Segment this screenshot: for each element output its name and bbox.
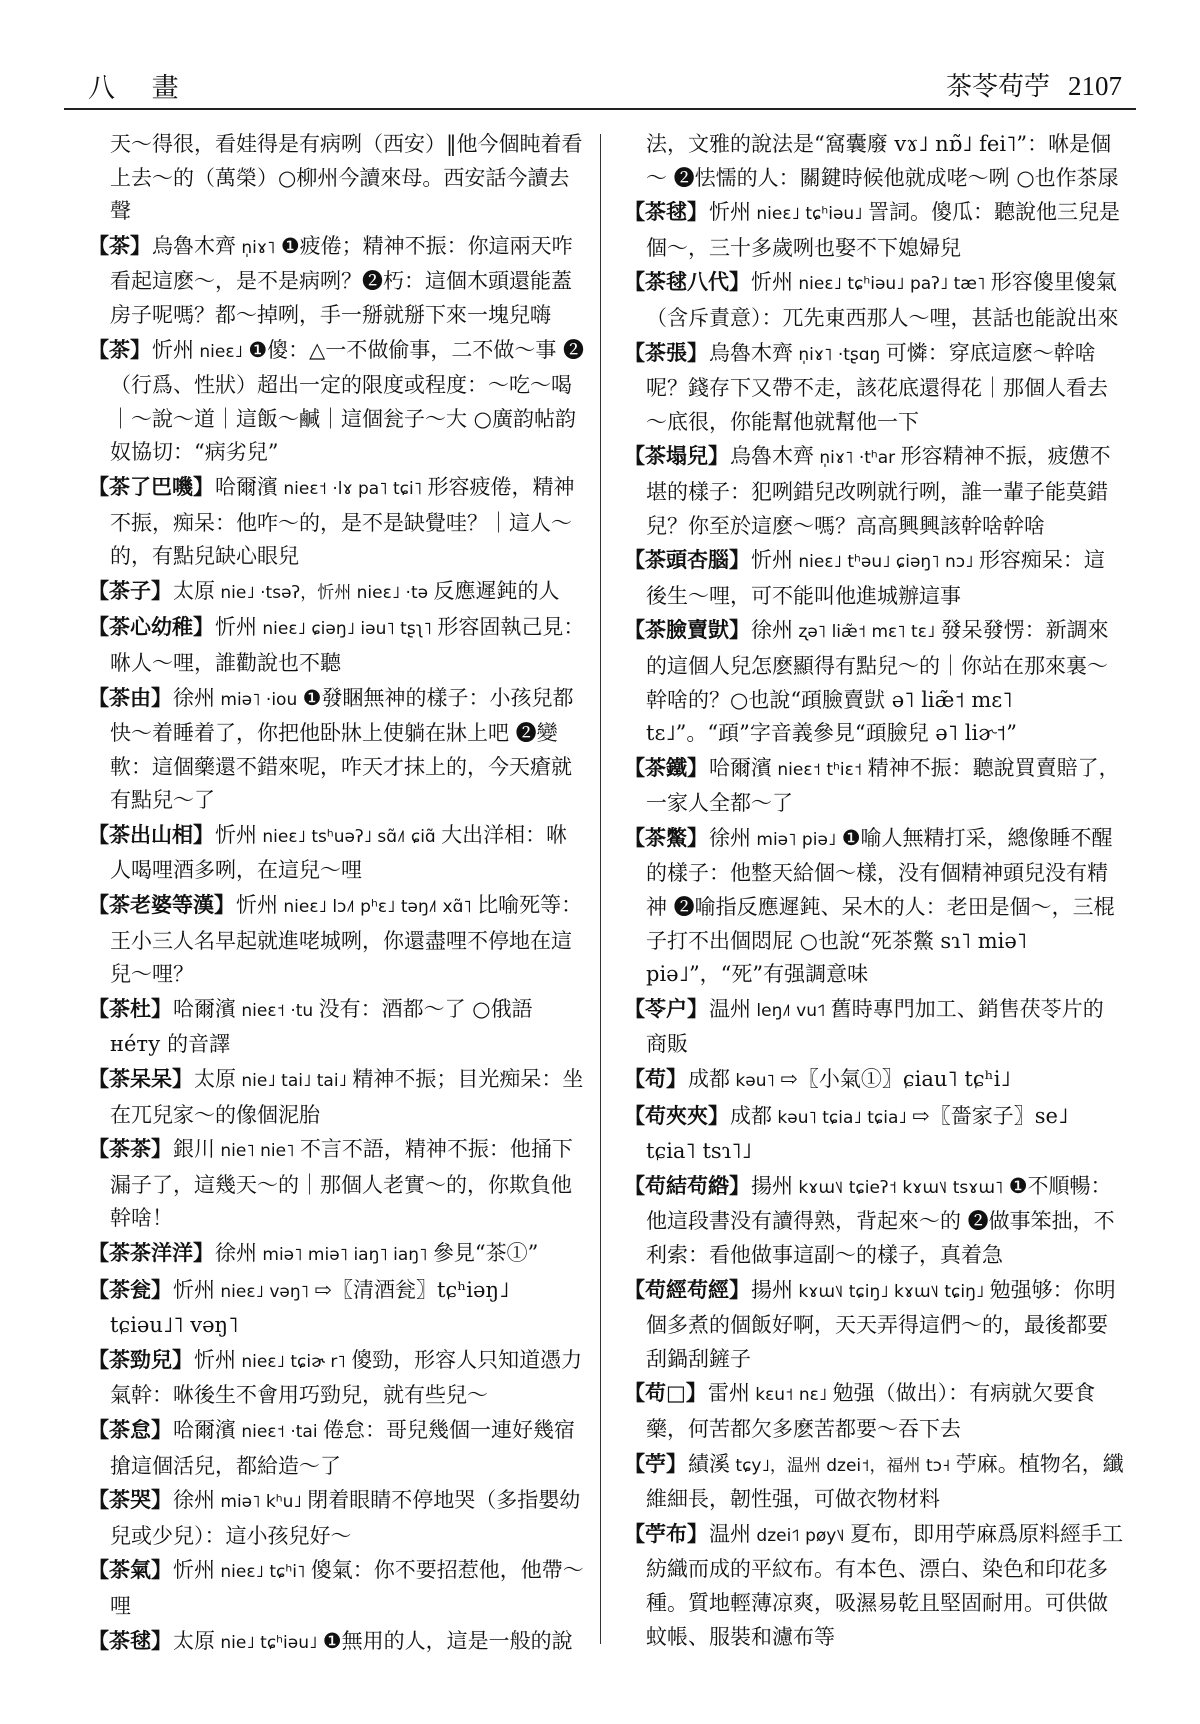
entry-location: 温州 xyxy=(709,996,751,1021)
entry-pronunciation: nieɛ˩ tɕʰiəu˩ xyxy=(751,204,868,225)
dictionary-entry xyxy=(624,821,1124,992)
entry-location: 徐州 xyxy=(173,685,215,710)
entry-location: 忻州 xyxy=(173,1277,215,1302)
entry-pronunciation: n̩iɤ˥ xyxy=(236,237,281,258)
entry-headword: 【茶毬】 xyxy=(624,199,708,225)
dictionary-entry xyxy=(624,751,1124,821)
dictionary-entry xyxy=(88,1483,588,1553)
entry-headword: 【茶鱉】 xyxy=(624,824,708,850)
entry-location: 徐州 xyxy=(751,618,793,643)
entry-pronunciation: kəu˥ xyxy=(730,1071,781,1092)
entry-pronunciation: dzei˦˥ pøy˥˩ xyxy=(751,1525,851,1546)
entry-headword: 【茶茶洋洋】 xyxy=(88,1240,214,1265)
entry-headword: 【茶杜】 xyxy=(88,995,172,1021)
entry-headword: 【茶臉賣獃】 xyxy=(624,617,750,643)
entry-headword: 【茶勁兒】 xyxy=(88,1346,193,1372)
dictionary-entry xyxy=(88,1624,588,1661)
entry-headword: 【茶頭杏腦】 xyxy=(624,547,750,573)
dictionary-entry xyxy=(88,574,588,611)
entry-location: 成都 xyxy=(730,1103,772,1128)
entry-definition: 傻勁，形容人只知道憑力氣幹：咻後生不會用巧勁兒，就有些兒～ xyxy=(110,1347,583,1408)
dictionary-entry xyxy=(624,1169,1124,1273)
entry-pronunciation: n̩iɤ˥ ·tʂɑŋ xyxy=(793,344,886,365)
entry-definition: ❶不順暢：他這段書没有讀得熟，背起來～的 ❷做事笨拙，不利索：看他做事這副～的樣子，真着急 xyxy=(646,1173,1115,1267)
dictionary-entry xyxy=(624,613,1124,750)
entry-pronunciation: nieɛ˦ ·tai xyxy=(236,1421,323,1442)
left-column xyxy=(88,128,588,1660)
dictionary-entry xyxy=(88,610,588,680)
right-column xyxy=(624,128,1124,1654)
entry-headword: 【茶氣】 xyxy=(88,1557,172,1583)
entry-pronunciation: nieɛ˩ tɕʰi˥ xyxy=(215,1562,311,1583)
entry-location: 烏魯木齊 xyxy=(152,233,236,258)
entry-location: 烏魯木齊 xyxy=(730,444,814,469)
entry-pronunciation: nie˩ tɕʰiəu˩ xyxy=(215,1632,323,1653)
entry-location: 温州 xyxy=(709,1521,751,1546)
entry-definition: ⇨〖嗇家子〗se˩ tɕia˥ tsɿ˥˩ xyxy=(646,1103,1069,1164)
entry-pronunciation: kɛu˦ nɛ˩ xyxy=(749,1385,833,1406)
entry-headword: 【茶毬】 xyxy=(88,1627,172,1653)
dictionary-entry xyxy=(88,1343,588,1413)
entry-pronunciation: n̩iɤ˥ ·tʰar xyxy=(814,448,901,469)
entry-pronunciation: nieɛ˩ vəŋ˥ xyxy=(215,1281,315,1302)
entry-headword: 【茶呆呆】 xyxy=(88,1066,193,1092)
entry-headword: 【茶心幼稚】 xyxy=(88,614,214,640)
entry-headword: 【苧】 xyxy=(624,1450,687,1476)
entry-definition: 不言不語，精神不振：他捅下漏子了，這幾天～的｜那個人老實～的，你欺負他幹啥！ xyxy=(110,1137,573,1231)
entry-location: 忻州 xyxy=(215,822,257,847)
entry-definition: 精神不振；目光痴呆：坐在兀兒家～的像個泥胎 xyxy=(110,1067,584,1127)
entry-location: 哈爾濱 xyxy=(709,755,772,780)
dictionary-entry xyxy=(88,1132,588,1236)
entry-definition: 可憐：穿底這麽～幹啥呢？錢存下又帶不走，該花底還得花｜那個人看去～底很，你能幫他就幫他一下 xyxy=(646,340,1108,434)
entry-pronunciation: nieɛ˩ ɕiəŋ˩ iəu˥ tʂʅ˥ xyxy=(257,619,438,640)
entry-headword: 【茶塌兒】 xyxy=(624,443,729,469)
entry-headword: 【苧布】 xyxy=(624,1520,708,1546)
entry-location: 哈爾濱 xyxy=(173,1417,236,1442)
dictionary-entry xyxy=(624,265,1124,335)
entry-headword: 【茶出山相】 xyxy=(88,821,214,847)
entry-headword: 【茶瓮】 xyxy=(88,1276,172,1302)
entry-definition: 大出洋相：咻人喝哩酒多咧，在這兒～哩 xyxy=(110,822,568,883)
dictionary-entry xyxy=(624,1517,1124,1654)
entry-location: 銀川 xyxy=(173,1137,215,1162)
dictionary-entry xyxy=(624,543,1124,613)
dictionary-entry xyxy=(88,1062,588,1132)
entry-definition: 倦怠：哥兒幾個一連好幾宿搶這個活兒，都給造～了 xyxy=(110,1417,575,1478)
entry-pronunciation: nieɛ˩ lɔ˩˥ pʰɛ˩ təŋ˩˥ xɑ̃˥ xyxy=(278,897,478,918)
dictionary-entry xyxy=(624,992,1124,1062)
entry-location: 忻州 xyxy=(215,615,257,640)
entry-location: 太原 xyxy=(173,1628,215,1653)
entry-pronunciation: miə˥ miə˥ iaŋ˥ iaŋ˥ xyxy=(257,1245,433,1265)
entry-headword: 【苟夾夾】 xyxy=(624,1102,729,1128)
entry-headword: 【苟】 xyxy=(624,1066,687,1092)
running-head xyxy=(946,66,1122,103)
running-head-chars: 茶苓苟苧 xyxy=(945,72,1050,102)
entry-definition: ❶無用的人，這是一般的說 xyxy=(322,1628,573,1653)
page-number: 2107 xyxy=(1068,71,1122,101)
entry-definition: 反應遲鈍的人 xyxy=(433,578,560,603)
entry-definition: 發呆發愣：新調來的這個人兒怎麽顯得有點兒～的｜你站在那來裏～幹啥的？○也說“頙臉賣獃 ə˥ liæ̃˦ mɛ˥ tɛ˩”。“頙”字音義參見“頙臉兒 ə˥ liɚ˦” xyxy=(646,618,1109,746)
entry-definition: 形容痴呆：這後生～哩，可不能叫他進城辦這事 xyxy=(646,548,1105,608)
entry-definition: 形容精神不振，疲憊不堪的樣子：犯咧錯兒改咧就行咧，誰一輩子能莫錯兒？你至於這麽～嗎？高高興興該幹啥幹啥 xyxy=(646,444,1111,538)
dictionary-entry xyxy=(624,195,1124,265)
entry-location: 忻州 xyxy=(751,548,793,573)
dictionary-entry xyxy=(88,333,588,470)
entry-location: 揚州 xyxy=(751,1173,793,1198)
entry-pronunciation: nieɛ˩ tʰəu˩ ɕiəŋ˥ nɔ˩ xyxy=(793,552,979,573)
entry-location: 揚州 xyxy=(751,1277,793,1302)
entry-location: 忻州 xyxy=(173,1558,215,1583)
entry-headword: 【茶由】 xyxy=(88,684,172,710)
dictionary-entry xyxy=(624,1447,1124,1517)
entry-definition: 閉着眼睛不停地哭（多指嬰幼兒或少兒）：這小孩兒好～ xyxy=(110,1488,581,1548)
entry-definition: 形容固執己見：咻人～哩，誰勸說也不聽 xyxy=(110,615,585,675)
dictionary-entry xyxy=(88,1413,588,1483)
dictionary-entry xyxy=(624,336,1124,440)
entry-headword: 【苓户】 xyxy=(624,995,708,1021)
entry-continuation: 天～得很，看娃得是有病咧（西安）‖他今個盹着看上去～的（萬榮）○柳州今讀來母。西安話今讀去聲 xyxy=(110,132,583,224)
entry-definition: ❶喻人無精打采，總像睡不醒的樣子：他整天給個～樣，没有個精神頭兒没有精神 ❷喻指反應遲鈍、呆木的人：老田是個～，三棍子打不出個悶屁 ○也說“死茶鱉 sɿ˥ miə˥ piə˩”，“死”有强調意味 xyxy=(646,825,1115,987)
entry-pronunciation: miə˥ piə˩ xyxy=(751,829,842,850)
entry-location: 太原 xyxy=(173,578,215,603)
entry-location: 忻州 xyxy=(751,270,793,295)
header-rule xyxy=(64,108,1136,110)
entry-pronunciation: kɤɯ˥˩ tɕiŋ˩ kɤɯ˥˩ tɕiŋ˩ xyxy=(793,1281,990,1302)
entry-headword: 【茶子】 xyxy=(88,577,172,603)
dictionary-entry xyxy=(624,1062,1124,1099)
entry-definition: 精神不振：聽說買賣賠了，一家人全都～了 xyxy=(646,755,1120,816)
entry-location: 忻州 xyxy=(236,893,278,918)
entry-location: 雷州 xyxy=(707,1381,750,1406)
entry-definition: 傻氣：你不要招惹他，他帶～哩 xyxy=(110,1558,584,1618)
entry-definition: 没有：酒都～了 ○俄語 нéту 的音譯 xyxy=(110,996,533,1057)
entry-headword: 【苟結苟綹】 xyxy=(624,1172,750,1198)
dictionary-entry xyxy=(88,1553,588,1623)
entry-location: 徐州 xyxy=(173,1488,215,1513)
entry-pronunciation: leŋ˩˥ vu˦˥ xyxy=(751,1000,831,1021)
dictionary-entry xyxy=(88,470,588,574)
entry-definition: 勉强（做出）：有病就欠要食藥，何苦都欠多麽苦都要～吞下去 xyxy=(646,1381,1096,1441)
entry-headword: 【苟經苟經】 xyxy=(624,1276,750,1302)
entry-pronunciation: nieɛ˦ ·lɤ pa˥ tɕi˥ xyxy=(278,478,428,499)
entry-headword: 【苟□】 xyxy=(624,1380,707,1406)
entry-location: 徐州 xyxy=(709,825,751,850)
dictionary-entry xyxy=(88,1236,588,1273)
entry-headword: 【茶怠】 xyxy=(88,1416,172,1442)
entry-pronunciation: miə˥ kʰu˩ xyxy=(215,1492,308,1513)
entry-headword: 【茶哭】 xyxy=(88,1487,172,1513)
entry-location: 忻州 xyxy=(194,1347,236,1372)
dictionary-entry xyxy=(624,1273,1124,1377)
entry-pronunciation: nieɛ˩ tsʰuəʔ˩ sɑ̃˩˥ ɕiɑ̃ xyxy=(257,826,442,847)
entry-pronunciation: nieɛ˩ tɕiɚ r˥ xyxy=(236,1351,352,1372)
dictionary-entry xyxy=(88,818,588,888)
entry-headword: 【茶】 xyxy=(88,336,151,362)
entry-definition: 形容傻里傻氣（含斥責意）：兀先東西那人～哩，甚話也能說出來 xyxy=(646,270,1119,330)
entry-headword: 【茶了巴嘰】 xyxy=(88,473,214,499)
dictionary-entry xyxy=(88,229,588,333)
dictionary-entry xyxy=(624,1376,1124,1446)
entry-location: 成都 xyxy=(688,1067,730,1092)
entry-definition: ❶傻：△一不做偷事，二不做～事 ❷（行爲、性狀）超出一定的限度或程度：～吃～喝｜～說～道｜這飯～鹹｜這個瓮子～大 ○廣韵帖韵奴協切：“病劣兒” xyxy=(110,337,584,465)
section-title: 八 畫 xyxy=(88,73,193,104)
entry-pronunciation: kəu˥ tɕia˩ tɕia˩ xyxy=(772,1107,913,1128)
entry-pronunciation: nieɛ˩ xyxy=(194,341,249,362)
dictionary-entry xyxy=(624,439,1124,543)
entry-pronunciation: nieɛ˦ ·tu xyxy=(236,1000,319,1021)
entry-location: 哈爾濱 xyxy=(173,996,236,1021)
entry-definition: 形容疲倦，精神不振，痴呆：他咋～的，是不是缺覺哇？｜這人～的，有點兒缺心眼兒 xyxy=(110,474,575,569)
entry-location: 太原 xyxy=(194,1067,236,1092)
entry-pronunciation: ʐə˥ liæ̃˦ mɛ˥ tɛ˩ xyxy=(793,622,941,643)
entry-headword: 【茶老婆等漢】 xyxy=(88,892,235,918)
entry-headword: 【茶毬八代】 xyxy=(624,269,750,295)
dictionary-entry xyxy=(88,681,588,818)
dictionary-entry xyxy=(88,1273,588,1343)
entry-definition: ⇨〖小氣①〗ɕiau˥ tɕʰi˩ xyxy=(780,1067,1011,1092)
entry-pronunciation: nie˩ ·tsəʔ，忻州 nieɛ˩ ·tə xyxy=(215,582,434,603)
dictionary-entry xyxy=(88,888,588,992)
entry-headword: 【茶茶】 xyxy=(88,1136,172,1162)
dictionary-entry xyxy=(88,992,588,1062)
entry-location: 哈爾濱 xyxy=(215,474,278,499)
entry-definition: 勉强够：你明個多煮的個飯好啊，天天弄得這們～的，最後都要刮鍋刮鏟子 xyxy=(646,1277,1116,1371)
entry-definition: 詈詞。傻瓜：聽說他三兒是個～，三十多歲咧也娶不下媳婦兒 xyxy=(646,200,1120,260)
entry-continuation: 法，文雅的說法是“窩囊廢 vɤ˩ nɒ̃˩ fei˥”：咻是個～ ❷怯懦的人：關鍵時候他就成咾～咧 ○也作茶㞗 xyxy=(646,132,1119,190)
entry-definition: ⇨〖清酒瓮〗tɕʰiəŋ˩ tɕiəu˩˥ vəŋ˥ xyxy=(110,1277,510,1338)
entry-location: 忻州 xyxy=(709,200,751,225)
column-divider xyxy=(600,134,601,1644)
entry-location: 忻州 xyxy=(152,337,194,362)
entry-definition: 參見“茶①” xyxy=(432,1241,539,1265)
page-header xyxy=(88,66,1122,106)
dictionary-entry xyxy=(624,1099,1124,1169)
entry-definition: ❶發睏無神的樣子：小孩兒都快～着睡着了，你把他卧牀上使躺在牀上吧 ❷變軟：這個藥還不錯來呢，咋天才抹上的，今天瘡就有點兒～了 xyxy=(110,685,574,813)
entry-definition: ❶疲倦；精神不振：你這兩天咋看起這麽～，是不是病咧？❷朽：這個木頭還能蓋房子呢嗎？都～掉咧，手一掰就掰下來一塊兒嗨 xyxy=(110,233,573,327)
entry-definition: 夏布，即用苧麻爲原料經手工紡織而成的平紋布。有本色、漂白、染色和印花多種。質地輕薄凉爽，吸濕易乾且堅固耐用。可供做蚊帳、服裝和濾布等 xyxy=(646,1521,1124,1649)
entry-location: 績溪 xyxy=(688,1451,730,1476)
entry-pronunciation: tɕy˩，温州 dzei˦，福州 tɔ˧ xyxy=(730,1455,956,1476)
entry-headword: 【茶張】 xyxy=(624,339,708,365)
entry-headword: 【茶】 xyxy=(88,232,151,258)
entry-headword: 【茶鐵】 xyxy=(624,754,708,780)
entry-definition: 舊時專門加工、銷售茯苓片的商販 xyxy=(646,996,1104,1057)
entry-pronunciation: nie˩ tai˩ tai˩ xyxy=(236,1071,353,1092)
entry-pronunciation: nie˥ nie˥ xyxy=(215,1141,300,1162)
entry-location: 烏魯木齊 xyxy=(709,340,793,365)
entry-definition: 苧麻。植物名，纖維細長，韌性强，可做衣物材料 xyxy=(646,1451,1124,1512)
entry-location: 徐州 xyxy=(215,1241,257,1265)
entry-pronunciation: nieɛ˦ tʰiɛ˦ xyxy=(772,759,868,780)
entry-pronunciation: miə˥ ·iou xyxy=(215,689,303,710)
entry-definition: 比喻死等：王小三人名早起就進咾城咧，你還盡哩不停地在這兒～哩？ xyxy=(110,893,583,987)
entry-pronunciation: nieɛ˩ tɕʰiəu˩ paʔ˩ tæ˥ xyxy=(793,274,991,295)
entry-pronunciation: kɤɯ˥˩ tɕieʔ˦ kɤɯ˥˩ tsɤɯ˥ xyxy=(793,1177,1009,1198)
